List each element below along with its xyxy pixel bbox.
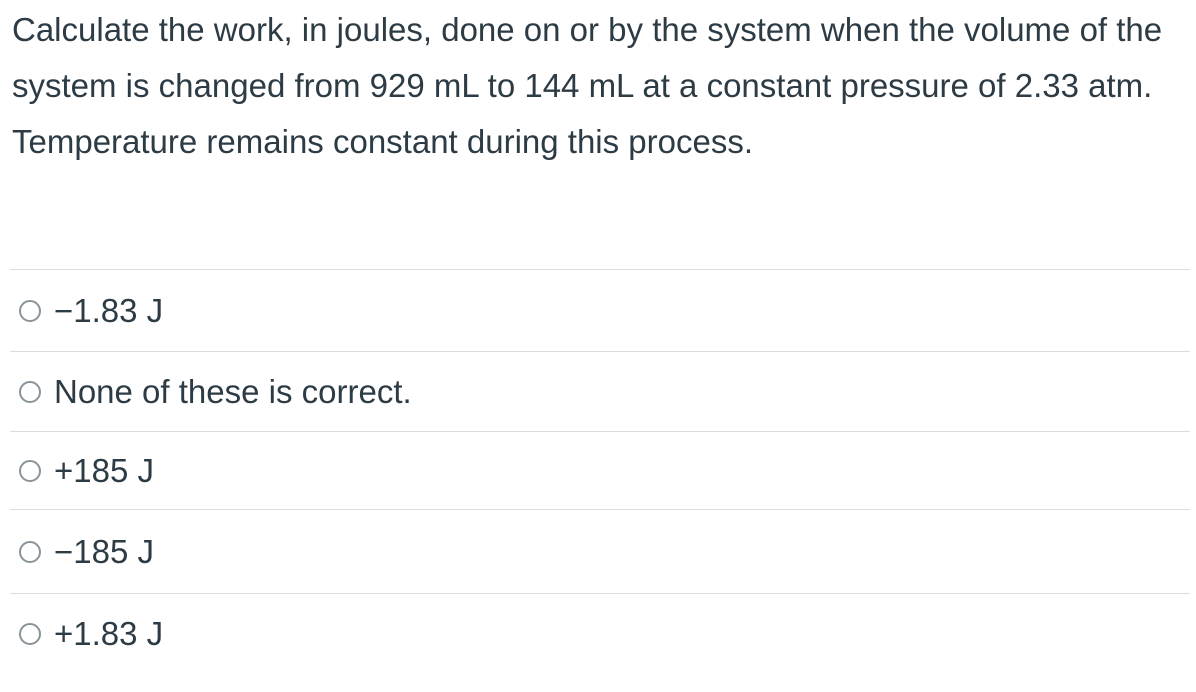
answer-label: +185 J [54, 451, 154, 489]
answer-label: −185 J [54, 532, 154, 570]
answer-label: None of these is correct. [54, 372, 412, 410]
answer-label: +1.83 J [54, 614, 164, 652]
answer-label: −1.83 J [54, 291, 164, 329]
answer-list [10, 269, 1190, 673]
answer-option-1[interactable] [10, 269, 1190, 351]
answer-option-3[interactable] [10, 431, 1190, 509]
answer-option-2[interactable] [10, 351, 1190, 431]
answer-option-5[interactable] [10, 593, 1190, 673]
question-text: Calculate the work, in joules, done on or by the system when the volume of the system is changed from 929 mL to 144 mL at a constant pressure of 2.33 atm. Temperature remains constant during this process. [12, 11, 1163, 160]
answer-option-4[interactable] [10, 509, 1190, 593]
radio-button-icon[interactable] [19, 541, 41, 563]
radio-button-icon[interactable] [19, 460, 41, 482]
radio-button-icon[interactable] [19, 381, 41, 403]
radio-button-icon[interactable] [19, 623, 41, 645]
radio-button-icon[interactable] [19, 300, 41, 322]
